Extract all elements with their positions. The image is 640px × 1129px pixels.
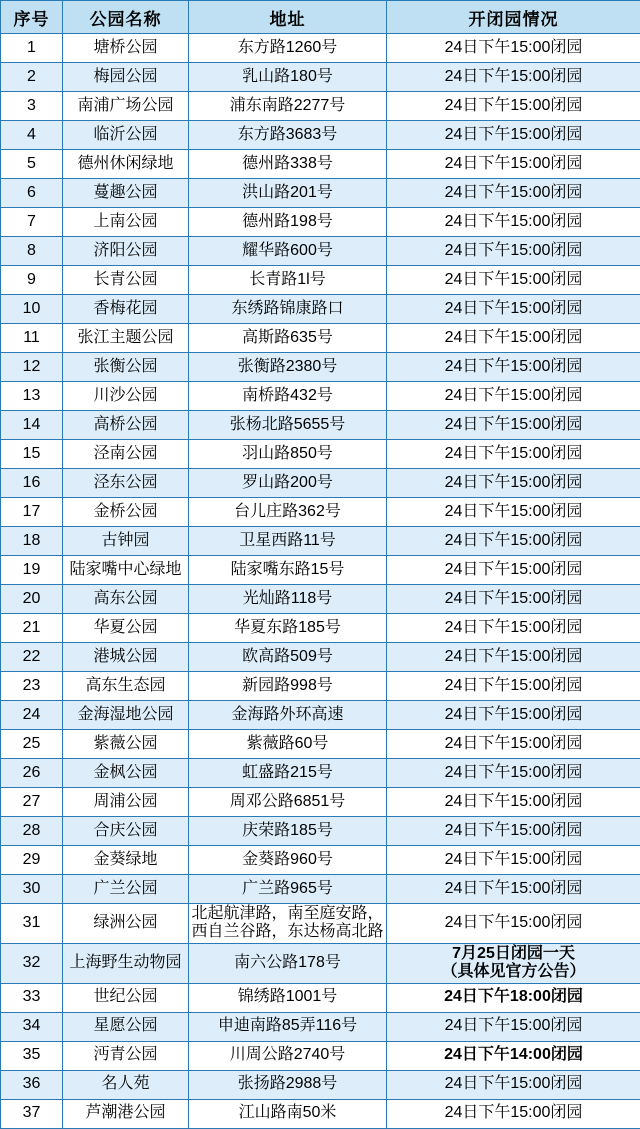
cell-park-name: 金枫公园 (63, 759, 189, 788)
cell-address: 浦东南路2277号 (189, 92, 387, 121)
cell-address: 张杨北路5655号 (189, 411, 387, 440)
table-row (1, 324, 640, 353)
cell-park-name: 陆家嘴中心绿地 (63, 556, 189, 585)
cell-status: 24日下午15:00闭园 (387, 1099, 640, 1128)
cell-index: 9 (1, 266, 63, 295)
cell-park-name: 高桥公园 (63, 411, 189, 440)
cell-index: 36 (1, 1070, 63, 1099)
cell-address: 南六公路178号 (189, 943, 387, 983)
cell-index: 13 (1, 382, 63, 411)
cell-index: 31 (1, 904, 63, 944)
cell-address: 紫薇路60号 (189, 730, 387, 759)
cell-address: 张扬路2988号 (189, 1070, 387, 1099)
cell-address: 东方路3683号 (189, 121, 387, 150)
table-row (1, 585, 640, 614)
cell-index: 2 (1, 63, 63, 92)
table-row (1, 208, 640, 237)
cell-park-name: 上南公园 (63, 208, 189, 237)
cell-address: 申迪南路85弄116号 (189, 1012, 387, 1041)
cell-status: 24日下午15:00闭园 (387, 643, 640, 672)
cell-address: 江山路南50米 (189, 1099, 387, 1128)
cell-address: 洪山路201号 (189, 179, 387, 208)
cell-park-name: 蔓趣公园 (63, 179, 189, 208)
cell-park-name: 星愿公园 (63, 1012, 189, 1041)
cell-address: 南桥路432号 (189, 382, 387, 411)
table-row (1, 295, 640, 324)
cell-address: 周邓公路6851号 (189, 788, 387, 817)
table-row (1, 817, 640, 846)
cell-index: 35 (1, 1041, 63, 1070)
cell-index: 22 (1, 643, 63, 672)
cell-status: 24日下午15:00闭园 (387, 701, 640, 730)
table-row (1, 701, 640, 730)
cell-index: 32 (1, 943, 63, 983)
cell-address: 光灿路118号 (189, 585, 387, 614)
cell-park-name: 高东公园 (63, 585, 189, 614)
table-body (1, 34, 640, 1129)
cell-index: 16 (1, 469, 63, 498)
cell-address: 东方路1260号 (189, 34, 387, 63)
cell-index: 14 (1, 411, 63, 440)
cell-address: 卫星西路11号 (189, 527, 387, 556)
table-row (1, 556, 640, 585)
table-row (1, 440, 640, 469)
cell-park-name: 塘桥公园 (63, 34, 189, 63)
cell-index: 37 (1, 1099, 63, 1128)
column-header-address: 地址 (189, 1, 387, 34)
cell-status: 24日下午15:00闭园 (387, 875, 640, 904)
table-row (1, 904, 640, 944)
cell-park-name: 张衡公园 (63, 353, 189, 382)
cell-address: 金海路外环高速 (189, 701, 387, 730)
table-row (1, 411, 640, 440)
cell-index: 17 (1, 498, 63, 527)
cell-park-name: 华夏公园 (63, 614, 189, 643)
table-row (1, 1070, 640, 1099)
cell-index: 29 (1, 846, 63, 875)
table-header-row (1, 1, 640, 34)
cell-park-name: 香梅花园 (63, 295, 189, 324)
cell-status: 24日下午15:00闭园 (387, 556, 640, 585)
cell-status: 24日下午15:00闭园 (387, 440, 640, 469)
cell-park-name: 金海湿地公园 (63, 701, 189, 730)
cell-address: 锦绣路1001号 (189, 983, 387, 1012)
cell-index: 8 (1, 237, 63, 266)
cell-status: 24日下午15:00闭园 (387, 614, 640, 643)
cell-status: 24日下午15:00闭园 (387, 295, 640, 324)
table-row (1, 34, 640, 63)
cell-index: 21 (1, 614, 63, 643)
cell-address: 东绣路锦康路口 (189, 295, 387, 324)
cell-address: 张衡路2380号 (189, 353, 387, 382)
cell-park-name: 沔青公园 (63, 1041, 189, 1070)
cell-status: 24日下午15:00闭园 (387, 469, 640, 498)
cell-park-name: 名人苑 (63, 1070, 189, 1099)
cell-status: 24日下午15:00闭园 (387, 730, 640, 759)
cell-index: 30 (1, 875, 63, 904)
cell-index: 11 (1, 324, 63, 353)
cell-address: 德州路338号 (189, 150, 387, 179)
cell-index: 4 (1, 121, 63, 150)
cell-status: 24日下午15:00闭园 (387, 411, 640, 440)
cell-index: 5 (1, 150, 63, 179)
cell-status: 24日下午15:00闭园 (387, 63, 640, 92)
cell-index: 3 (1, 92, 63, 121)
cell-index: 12 (1, 353, 63, 382)
cell-status: 24日下午15:00闭园 (387, 92, 640, 121)
cell-index: 18 (1, 527, 63, 556)
table-row (1, 266, 640, 295)
cell-index: 15 (1, 440, 63, 469)
column-header-name: 公园名称 (63, 1, 189, 34)
table-row (1, 788, 640, 817)
cell-index: 20 (1, 585, 63, 614)
cell-status: 24日下午15:00闭园 (387, 672, 640, 701)
cell-park-name: 南浦广场公园 (63, 92, 189, 121)
cell-index: 7 (1, 208, 63, 237)
cell-park-name: 长青公园 (63, 266, 189, 295)
table-row (1, 730, 640, 759)
cell-address: 虹盛路215号 (189, 759, 387, 788)
table-row (1, 846, 640, 875)
cell-status: 24日下午15:00闭园 (387, 585, 640, 614)
cell-status: 24日下午15:00闭园 (387, 324, 640, 353)
cell-status: 24日下午15:00闭园 (387, 1012, 640, 1041)
table-row (1, 672, 640, 701)
cell-status: 24日下午15:00闭园 (387, 208, 640, 237)
cell-park-name: 上海野生动物园 (63, 943, 189, 983)
cell-park-name: 合庆公园 (63, 817, 189, 846)
table-row (1, 643, 640, 672)
cell-status: 24日下午15:00闭园 (387, 266, 640, 295)
cell-park-name: 临沂公园 (63, 121, 189, 150)
cell-status: 24日下午15:00闭园 (387, 788, 640, 817)
cell-address: 新园路998号 (189, 672, 387, 701)
cell-address: 陆家嘴东路15号 (189, 556, 387, 585)
cell-index: 34 (1, 1012, 63, 1041)
cell-status: 24日下午15:00闭园 (387, 1070, 640, 1099)
table-row (1, 469, 640, 498)
cell-park-name: 绿洲公园 (63, 904, 189, 944)
cell-status: 24日下午15:00闭园 (387, 817, 640, 846)
table-row (1, 121, 640, 150)
cell-address: 金葵路960号 (189, 846, 387, 875)
table-row (1, 1041, 640, 1070)
cell-park-name: 泾东公园 (63, 469, 189, 498)
table-row (1, 353, 640, 382)
cell-status: 7月25日闭园一天 （具体见官方公告） (387, 943, 640, 983)
cell-index: 28 (1, 817, 63, 846)
cell-address: 高斯路635号 (189, 324, 387, 353)
cell-status: 24日下午14:00闭园 (387, 1041, 640, 1070)
table-row (1, 237, 640, 266)
cell-park-name: 紫薇公园 (63, 730, 189, 759)
table-row (1, 875, 640, 904)
table-row (1, 92, 640, 121)
cell-address: 北起航津路，南至庭安路， 西自兰谷路，东达杨高北路 (189, 904, 387, 944)
cell-address: 罗山路200号 (189, 469, 387, 498)
table-row (1, 63, 640, 92)
cell-address: 欧高路509号 (189, 643, 387, 672)
table-row (1, 614, 640, 643)
cell-park-name: 梅园公园 (63, 63, 189, 92)
cell-address: 华夏东路185号 (189, 614, 387, 643)
cell-park-name: 港城公园 (63, 643, 189, 672)
cell-index: 23 (1, 672, 63, 701)
cell-park-name: 德州休闲绿地 (63, 150, 189, 179)
cell-index: 1 (1, 34, 63, 63)
cell-status: 24日下午15:00闭园 (387, 179, 640, 208)
cell-status: 24日下午15:00闭园 (387, 237, 640, 266)
cell-park-name: 金桥公园 (63, 498, 189, 527)
table-row (1, 382, 640, 411)
table-row (1, 150, 640, 179)
cell-index: 24 (1, 701, 63, 730)
table-row (1, 1012, 640, 1041)
cell-status: 24日下午15:00闭园 (387, 150, 640, 179)
cell-park-name: 川沙公园 (63, 382, 189, 411)
table-row (1, 1099, 640, 1128)
cell-park-name: 古钟园 (63, 527, 189, 556)
cell-index: 33 (1, 983, 63, 1012)
table-row (1, 983, 640, 1012)
cell-address: 耀华路600号 (189, 237, 387, 266)
cell-index: 10 (1, 295, 63, 324)
cell-park-name: 广兰公园 (63, 875, 189, 904)
cell-index: 6 (1, 179, 63, 208)
cell-address: 川周公路2740号 (189, 1041, 387, 1070)
cell-index: 19 (1, 556, 63, 585)
cell-park-name: 周浦公园 (63, 788, 189, 817)
cell-address: 羽山路850号 (189, 440, 387, 469)
table-row (1, 527, 640, 556)
column-header-index: 序号 (1, 1, 63, 34)
cell-park-name: 金葵绿地 (63, 846, 189, 875)
cell-park-name: 泾南公园 (63, 440, 189, 469)
cell-status: 24日下午15:00闭园 (387, 527, 640, 556)
cell-address: 庆荣路185号 (189, 817, 387, 846)
cell-status: 24日下午15:00闭园 (387, 904, 640, 944)
cell-park-name: 世纪公园 (63, 983, 189, 1012)
table-row (1, 179, 640, 208)
cell-park-name: 芦潮港公园 (63, 1099, 189, 1128)
table-row (1, 759, 640, 788)
cell-park-name: 高东生态园 (63, 672, 189, 701)
cell-status: 24日下午18:00闭园 (387, 983, 640, 1012)
column-header-status: 开闭园情况 (387, 1, 640, 34)
cell-status: 24日下午15:00闭园 (387, 846, 640, 875)
cell-address: 台儿庄路362号 (189, 498, 387, 527)
table-header (1, 1, 640, 34)
cell-status: 24日下午15:00闭园 (387, 382, 640, 411)
cell-status: 24日下午15:00闭园 (387, 121, 640, 150)
cell-address: 长青路1l号 (189, 266, 387, 295)
cell-status: 24日下午15:00闭园 (387, 498, 640, 527)
cell-status: 24日下午15:00闭园 (387, 34, 640, 63)
cell-index: 25 (1, 730, 63, 759)
cell-park-name: 济阳公园 (63, 237, 189, 266)
cell-address: 广兰路965号 (189, 875, 387, 904)
cell-address: 乳山路180号 (189, 63, 387, 92)
cell-park-name: 张江主题公园 (63, 324, 189, 353)
cell-status: 24日下午15:00闭园 (387, 353, 640, 382)
cell-address: 德州路198号 (189, 208, 387, 237)
table-row (1, 498, 640, 527)
cell-index: 26 (1, 759, 63, 788)
cell-status: 24日下午15:00闭园 (387, 759, 640, 788)
table-row (1, 943, 640, 983)
cell-index: 27 (1, 788, 63, 817)
